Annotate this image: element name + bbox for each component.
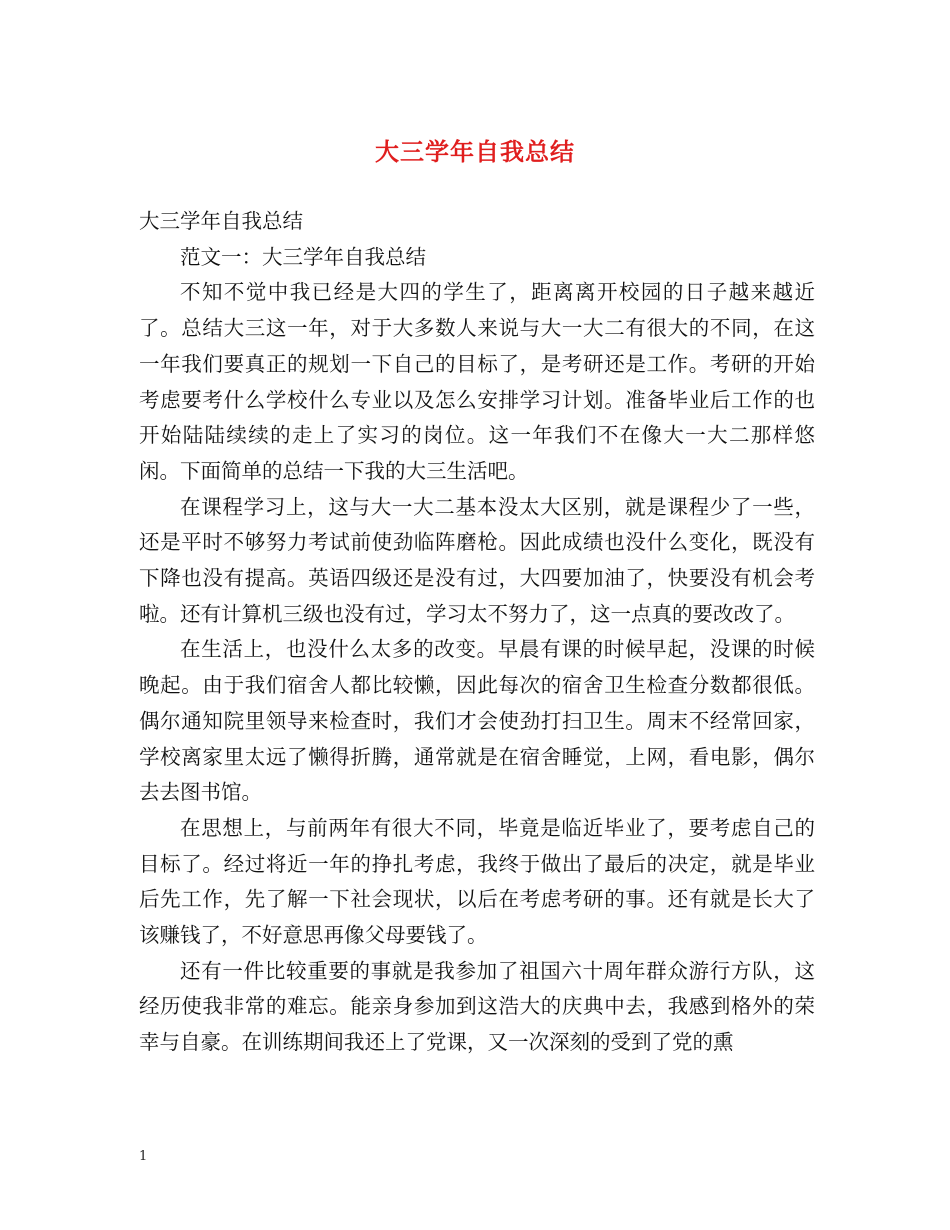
paragraph-subheading: 范文一：大三学年自我总结 (180, 244, 426, 269)
document-title: 大三学年自我总结 (375, 137, 575, 166)
paragraph-parade: 还有一件比较重要的事就是我参加了祖国六十周年群众游行方队，这经历使我非常的难忘。能亲身参加到这浩大的庆典中去，我感到格外的荣幸与自豪。在训练期间我还上了党课，又一次深刻的受到了党的熏 (139, 958, 815, 1055)
document-body (139, 204, 815, 1061)
page-number: 1 (139, 1149, 148, 1164)
paragraph-thought: 在思想上，与前两年有很大不同，毕竟是临近毕业了，要考虑自己的目标了。经过将近一年的挣扎考虑，我终于做出了最后的决定，就是毕业后先工作，先了解一下社会现状，以后在考虑考研的事。还有就是长大了该赚钱了，不好意思再像父母要钱了。 (139, 815, 815, 948)
paragraph-heading: 大三学年自我总结 (139, 209, 303, 233)
paragraph-intro: 不知不觉中我已经是大四的学生了，距离离开校园的日子越来越近了。总结大三这一年，对于大多数人来说与大一大二有很大的不同，在这一年我们要真正的规划一下自己的目标了，是考研还是工作。考研的开始考虑要考什么学校什么专业以及怎么安排学习计划。准备毕业后工作的也开始陆陆续续的走上了实习的岗位。这一年我们不在像大一大二那样悠闲。下面简单的总结一下我的大三生活吧。 (139, 280, 815, 483)
paragraph-life: 在生活上，也没什么太多的改变。早晨有课的时候早起，没课的时候晚起。由于我们宿舍人都比较懒，因此每次的宿舍卫生检查分数都很低。偶尔通知院里领导来检查时，我们才会使劲打扫卫生。周末不经常回家，学校离家里太远了懒得折腾，通常就是在宿舍睡觉，上网，看电影，偶尔去去图书馆。 (139, 637, 815, 805)
paragraph-study: 在课程学习上，这与大一大二基本没太大区别，就是课程少了一些，还是平时不够努力考试前使劲临阵磨枪。因此成绩也没什么变化，既没有下降也没有提高。英语四级还是没有过，大四要加油了，快要没有机会考啦。还有计算机三级也没有过，学习太不努力了，这一点真的要改改了。 (139, 494, 815, 626)
